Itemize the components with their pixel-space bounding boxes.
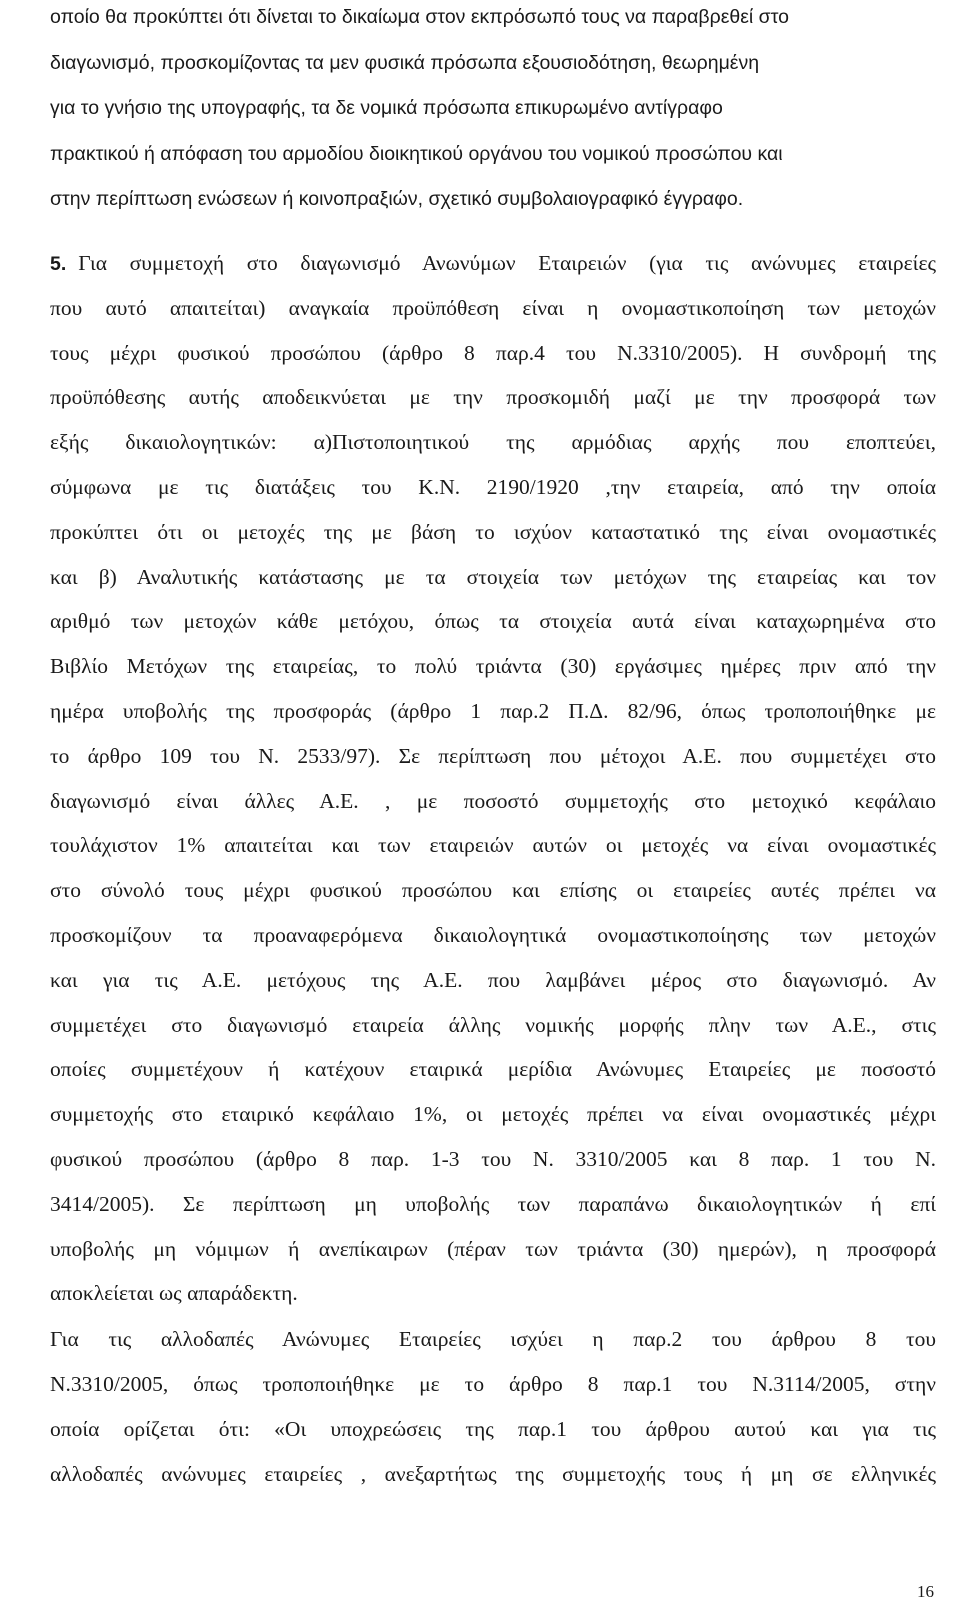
intro-paragraph xyxy=(50,4,920,232)
text-line: αριθμό των μετοχών κάθε μετόχου, όπως τα στοιχεία αυτά είναι καταχωρημένα στο xyxy=(50,609,936,634)
text-line: αποκλείεται ως απαράδεκτη. xyxy=(50,1281,298,1306)
text-line: και β) Αναλυτικής κατάστασης με τα στοιχεία των μετόχων της εταιρείας και τον xyxy=(50,564,936,589)
text-line: τους μέχρι φυσικού προσώπου (άρθρο 8 παρ.4 του Ν.3310/2005). Η συνδρομή της xyxy=(50,340,936,365)
foreign-companies-paragraph xyxy=(50,1325,936,1505)
text-line: στην περίπτωση ενώσεων ή κοινοπραξιών, σχετικό συμβολαιογραφικό έγγραφο. xyxy=(50,188,744,210)
text-line: για το γνήσιο της υπογραφής, τα δε νομικά πρόσωπα επικυρωμένο αντίγραφο xyxy=(50,97,723,119)
text-line: Ν.3310/2005, όπως τροποποιήθηκε με το άρθρο 8 παρ.1 του Ν.3114/2005, στην xyxy=(50,1372,936,1396)
text-line xyxy=(50,249,936,278)
text-line: στο σύνολό τους μέχρι φυσικού προσώπου και επίσης οι εταιρείες αυτές πρέπει να xyxy=(50,878,936,903)
text-line: συμμετοχής στο εταιρικό κεφάλαιο 1%, οι μετοχές πρέπει να είναι ονομαστικές μέχρι xyxy=(50,1102,936,1127)
text-line: προϋπόθεσης αυτής αποδεικνύεται με την προσκομιδή μαζί με την προσφορά των xyxy=(50,385,936,410)
text-line: συμμετέχει στο διαγωνισμό εταιρεία άλλης νομικής μορφής πλην των Α.Ε., στις xyxy=(50,1012,936,1037)
item-5-paragraph xyxy=(50,249,936,1324)
text-line: 3414/2005). Σε περίπτωση μη υποβολής των παραπάνω δικαιολογητικών ή επί xyxy=(50,1191,936,1216)
text-line: οποίες συμμετέχουν ή κατέχουν εταιρικά μερίδια Ανώνυμες Εταιρείες με ποσοστό xyxy=(50,1057,936,1082)
item-number: 5. xyxy=(50,253,67,275)
text-line: σύμφωνα με τις διατάξεις του Κ.Ν. 2190/1920 ,την εταιρεία, από την οποία xyxy=(50,474,936,499)
page-number: 16 xyxy=(917,1582,934,1601)
text-line: ημέρα υποβολής της προσφοράς (άρθρο 1 παρ.2 Π.Δ. 82/96, όπως τροποποιήθηκε με xyxy=(50,698,936,723)
text-line: εξής δικαιολογητικών: α)Πιστοποιητικού της αρμόδιας αρχής που εποπτεύει, xyxy=(50,430,936,455)
text-line: διαγωνισμό, προσκομίζοντας τα μεν φυσικά πρόσωπα εξουσιοδότηση, θεωρημένη xyxy=(50,51,760,74)
text-line: διαγωνισμό είναι άλλες Α.Ε. , με ποσοστό συμμετοχής στο μετοχικό κεφάλαιο xyxy=(50,788,936,813)
text-line: προσκομίζουν τα προαναφερόμενα δικαιολογητικά ονομαστικοποίησης των μετοχών xyxy=(50,922,936,947)
text-line: οποίο θα προκύπτει ότι δίνεται το δικαίωμα στον εκπρόσωπό τους να παραβρεθεί στο xyxy=(50,6,789,28)
text-line: το άρθρο 109 του Ν. 2533/97). Σε περίπτωση που μέτοχοι Α.Ε. που συμμετέχει στο xyxy=(50,743,936,768)
text-line: Βιβλίο Μετόχων της εταιρείας, το πολύ τριάντα (30) εργάσιμες ημέρες πριν από την xyxy=(50,654,936,679)
text-line: τουλάχιστον 1% απαιτείται και των εταιρειών αυτών οι μετοχές να είναι ονομαστικές xyxy=(50,833,936,858)
text-line-content: Για συμμετοχή στο διαγωνισμό Ανωνύμων Εταιρειών (για τις ανώνυμες εταιρείες xyxy=(78,251,936,275)
text-line: που αυτό απαιτείται) αναγκαία προϋπόθεση είναι η ονομαστικοποίηση των μετοχών xyxy=(50,295,936,320)
text-line: οποία ορίζεται ότι: «Οι υποχρεώσεις της παρ.1 του άρθρου αυτού και για τις xyxy=(50,1417,936,1441)
text-line: υποβολής μη νόμιμων ή ανεπίκαιρων (πέραν των τριάντα (30) ημερών), η προσφορά xyxy=(50,1236,936,1261)
text-line: αλλοδαπές ανώνυμες εταιρείες , ανεξαρτήτως της συμμετοχής τους ή μη σε ελληνικές xyxy=(50,1462,936,1486)
text-line: Για τις αλλοδαπές Ανώνυμες Εταιρείες ισχύει η παρ.2 του άρθρου 8 του xyxy=(50,1327,936,1351)
text-line: φυσικού προσώπου (άρθρο 8 παρ. 1-3 του Ν. 3310/2005 και 8 παρ. 1 του Ν. xyxy=(50,1146,936,1171)
text-line: πρακτικού ή απόφαση του αρμοδίου διοικητικού οργάνου του νομικού προσώπου και xyxy=(50,142,783,165)
text-line: προκύπτει ότι οι μετοχές της με βάση το ισχύον καταστατικό της είναι ονομαστικές xyxy=(50,519,936,544)
text-line: και για τις Α.Ε. μετόχους της Α.Ε. που λαμβάνει μέρος στο διαγωνισμό. Αν xyxy=(50,967,936,992)
